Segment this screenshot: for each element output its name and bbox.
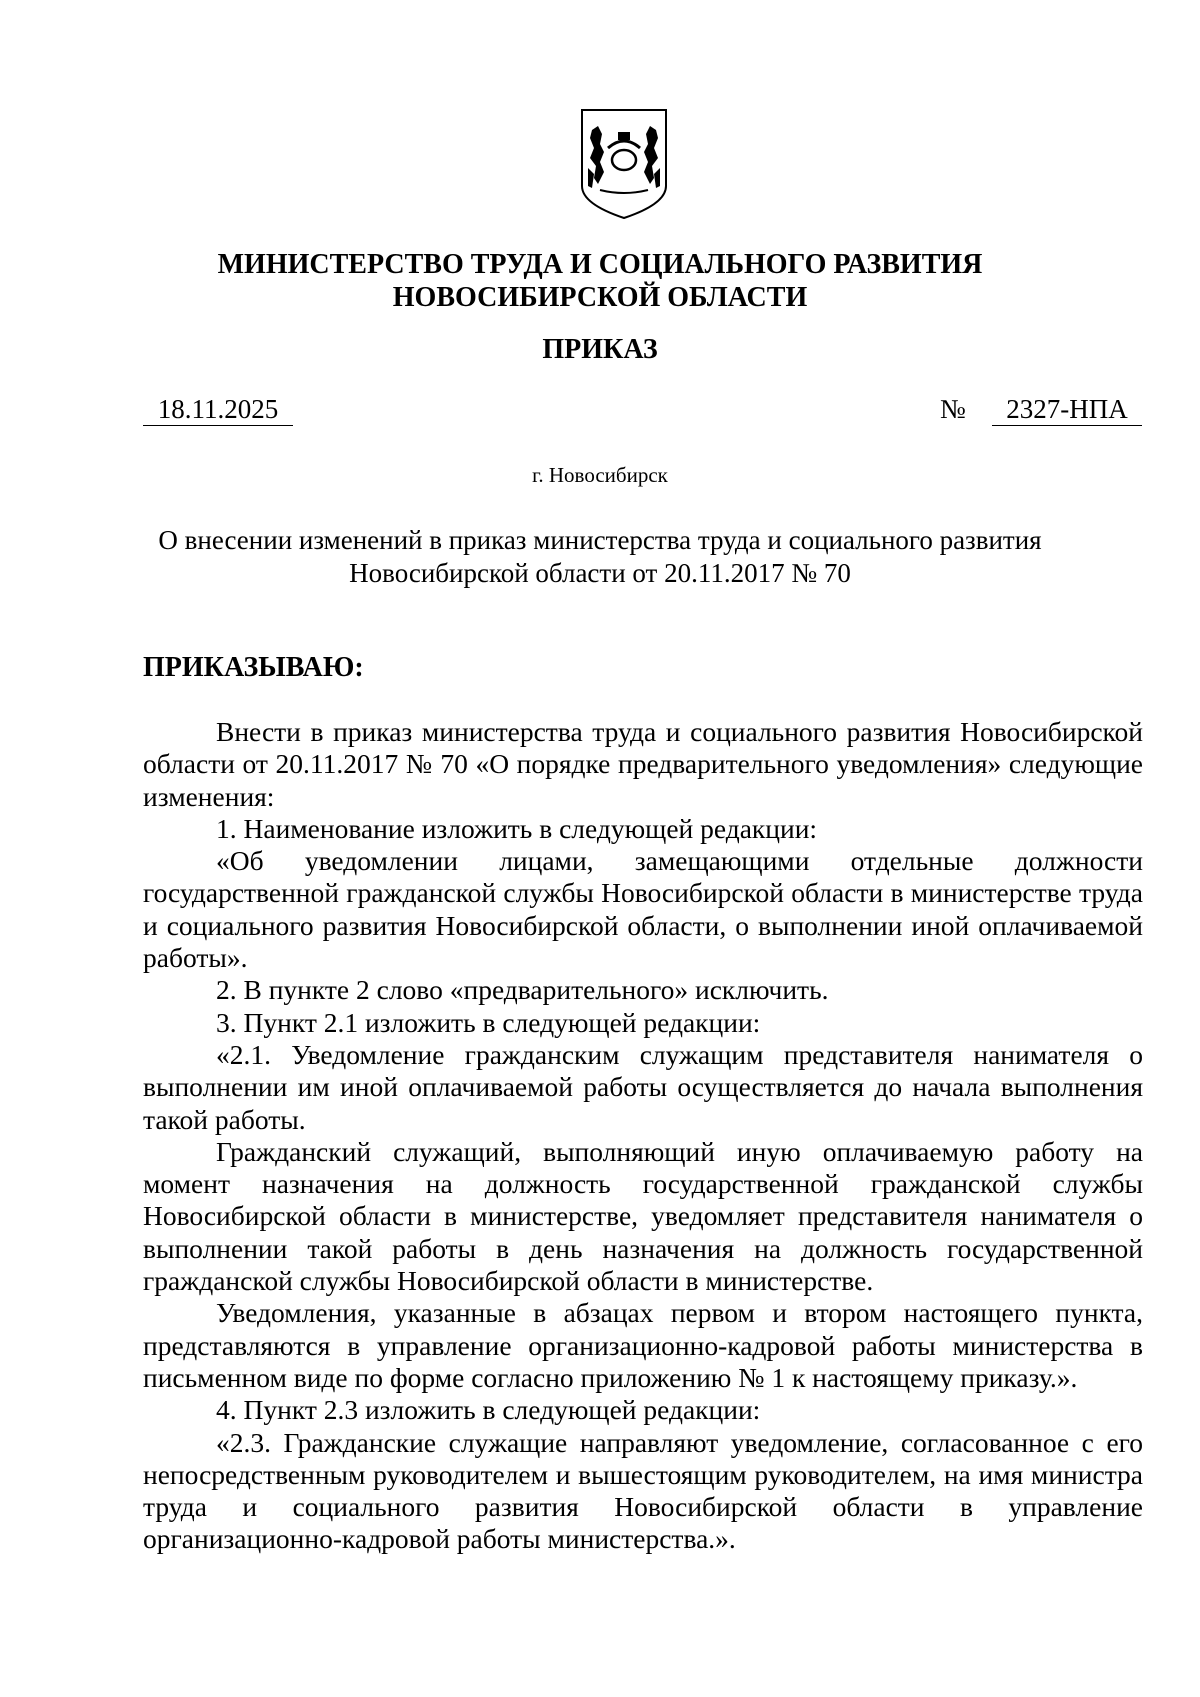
ministry-name-line-2: НОВОСИБИРСКОЙ ОБЛАСТИ bbox=[392, 282, 808, 313]
paragraph: «Об уведомлении лицами, замещающими отдельные должности государственной гражданской службы Новосибирской области в министерстве труда и социального развития Новосибирской области, о выполнении иной оплачиваемой работы». bbox=[143, 845, 1143, 974]
number-sign: № bbox=[940, 394, 966, 424]
order-date: 18.11.2025 bbox=[157, 394, 279, 424]
paragraph: Гражданский служащий, выполняющий иную оплачиваемую работу на момент назначения на должность государственной гражданской службы Новосибирской области в министерстве, уведомляет представителя нанимателя о выполнении такой работы в день назначения на должность государственной гражданской службы Новосибирской области в министерстве. bbox=[143, 1135, 1143, 1297]
order-number: 2327-НПА bbox=[1006, 394, 1128, 424]
paragraph: «2.1. Уведомление гражданским служащим представителя нанимателя о выполнении им иной оплачиваемой работы осуществляется до начала выполнения такой работы. bbox=[143, 1038, 1143, 1135]
paragraph: «2.3. Гражданские служащие направляют уведомление, согласованное с его непосредственным руководителем и вышестоящим руководителем, на имя министра труда и социального развития Новосибирской области в управление организационно-кадровой работы министерства.». bbox=[143, 1426, 1143, 1555]
novosibirsk-coat-of-arms-icon bbox=[578, 108, 670, 220]
paragraph: Уведомления, указанные в абзацах первом и втором настоящего пункта, представляются в управление организационно-кадровой работы министерства в письменном виде по форме согласно приложению № 1 к настоящему приказу.». bbox=[143, 1297, 1143, 1393]
subject-line-1: О внесении изменений в приказ министерства труда и социального развития bbox=[158, 525, 1042, 555]
paragraph: 1. Наименование изложить в следующей редакции: bbox=[216, 812, 818, 844]
city: г. Новосибирск bbox=[532, 463, 668, 487]
date-underline bbox=[143, 425, 293, 426]
order-word: ПРИКАЗЫВАЮ: bbox=[143, 652, 364, 683]
paragraph: 4. Пункт 2.3 изложить в следующей редакции: bbox=[216, 1394, 761, 1426]
paragraph: 3. Пункт 2.1 изложить в следующей редакции: bbox=[216, 1006, 761, 1038]
document-type: ПРИКАЗ bbox=[542, 334, 658, 365]
document-body bbox=[143, 716, 1143, 1556]
number-underline bbox=[992, 425, 1142, 426]
paragraph: Внести в приказ министерства труда и социального развития Новосибирской области от 20.11.2017 № 70 «О порядке предварительного уведомления» следующие изменения: bbox=[143, 716, 1143, 812]
subject-line-2: Новосибирской области от 20.11.2017 № 70 bbox=[349, 558, 851, 588]
ministry-name-line-1: МИНИСТЕРСТВО ТРУДА И СОЦИАЛЬНОГО РАЗВИТИЯ bbox=[217, 249, 983, 280]
paragraph: 2. В пункте 2 слово «предварительного» исключить. bbox=[216, 974, 829, 1006]
